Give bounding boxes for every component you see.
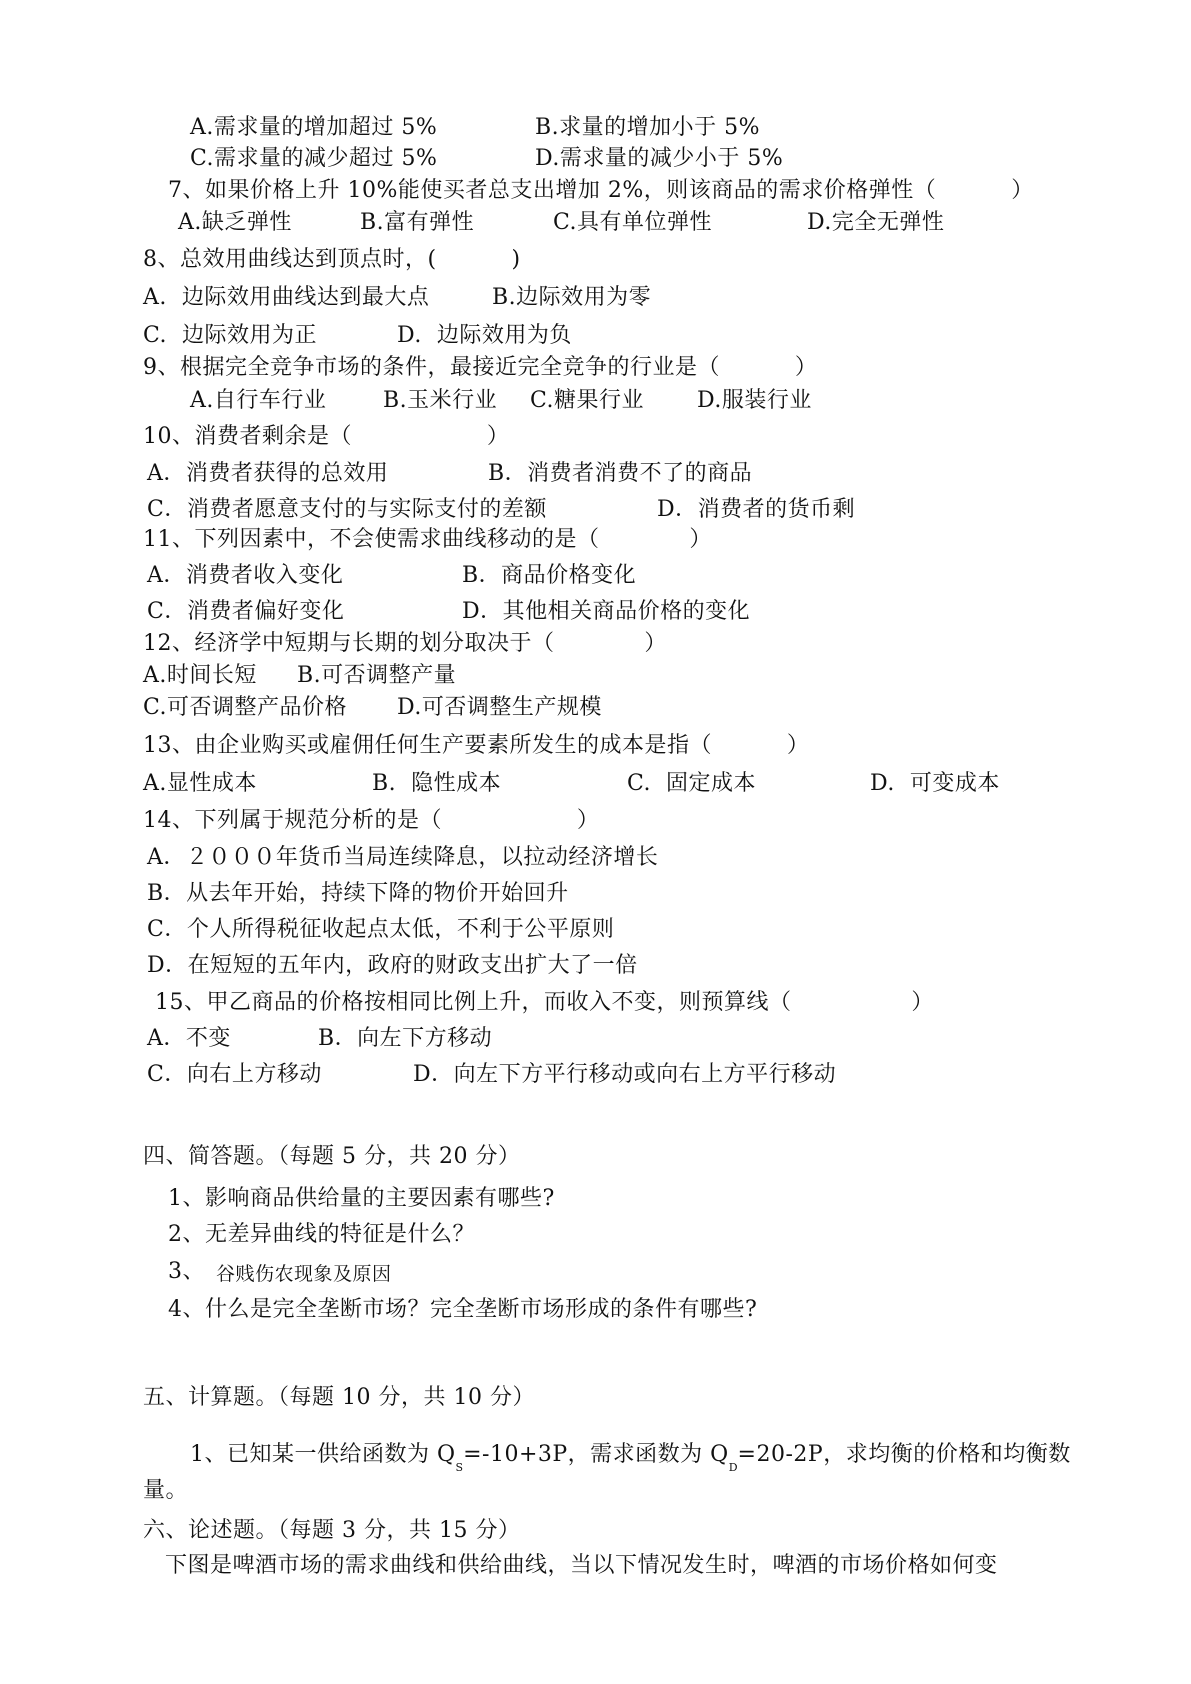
q8-option-d: D. 边际效用为负 <box>397 323 572 348</box>
q10-option-b: B．消费者消费不了的商品 <box>488 461 753 486</box>
q11-option-b: B．商品价格变化 <box>462 563 637 588</box>
q15-option-c: C．向右上方移动 <box>147 1062 322 1087</box>
q12-option-c: C.可否调整产品价格 <box>143 695 348 720</box>
q8-option-c: C. 边际效用为正 <box>143 323 318 348</box>
q14-option-d: D．在短短的五年内，政府的财政支出扩大了一倍 <box>147 953 638 978</box>
q13-option-c: C. 固定成本 <box>627 771 757 796</box>
q14-option-b: B．从去年开始，持续下降的物价开始回升 <box>147 881 569 906</box>
demand-subscript: D <box>728 1461 738 1474</box>
section5-q1-continuation: 量。 <box>143 1478 189 1503</box>
q6-option-a: A.需求量的增加超过 5% <box>190 115 438 140</box>
q6-option-d: D.需求量的减少小于 5% <box>535 146 784 171</box>
q7-stem: 7、如果价格上升 10%能使买者总支出增加 2%，则该商品的需求价格弹性（ ） <box>168 178 1034 203</box>
q15-stem: 15、甲乙商品的价格按相同比例上升，而收入不变，则预算线（ ） <box>155 990 934 1015</box>
q11-option-a: A．消费者收入变化 <box>147 563 344 588</box>
q12-stem: 12、经济学中短期与长期的划分取决于（ ） <box>143 631 667 656</box>
q9-option-c: C.糖果行业 <box>530 388 645 413</box>
q11-option-c: C．消费者偏好变化 <box>147 599 345 624</box>
section5-q1 <box>190 1442 1071 1474</box>
q13-stem: 13、由企业购买或雇佣任何生产要素所发生的成本是指（ ） <box>143 733 810 758</box>
section4-title: 四、简答题。（每题 5 分，共 20 分） <box>143 1144 521 1169</box>
q13-option-d: D. 可变成本 <box>870 771 1000 796</box>
q10-option-d: D．消费者的货币剩 <box>657 497 856 522</box>
q14-stem: 14、下列属于规范分析的是（ ） <box>143 808 600 833</box>
q13-option-b: B. 隐性成本 <box>372 771 502 796</box>
q9-option-a: A.自行车行业 <box>190 388 327 413</box>
supply-subscript: S <box>455 1461 464 1474</box>
q7-option-d: D.完全无弹性 <box>807 210 945 235</box>
section4-q2: 2、无差异曲线的特征是什么？ <box>168 1222 475 1247</box>
q8-option-b: B.边际效用为零 <box>492 285 652 310</box>
q6-option-c: C.需求量的减少超过 5% <box>190 146 438 171</box>
q14-option-a: A．２０００年货币当局连续降息，以拉动经济增长 <box>147 845 659 870</box>
q8-stem: 8、总效用曲线达到顶点时，( ) <box>143 247 521 272</box>
q7-option-c: C.具有单位弹性 <box>553 210 713 235</box>
section4-q3-text: 谷贱伤农现象及原因 <box>216 1263 392 1285</box>
supply-function-text: 1、已知某一供给函数为 Q <box>190 1442 456 1467</box>
q15-option-a: A．不变 <box>147 1026 231 1051</box>
q13-option-a: A.显性成本 <box>143 771 257 796</box>
section5-title: 五、计算题。（每题 10 分，共 10 分） <box>143 1385 535 1410</box>
q12-option-d: D.可否调整生产规模 <box>397 695 602 720</box>
q9-stem: 9、根据完全竞争市场的条件，最接近完全竞争的行业是（ ） <box>143 355 818 380</box>
section4-q4: 4、什么是完全垄断市场？完全垄断市场形成的条件有哪些? <box>168 1297 758 1322</box>
q14-option-c: C．个人所得税征收起点太低，不利于公平原则 <box>147 917 615 942</box>
section4-q3-number: 3、 <box>168 1259 205 1284</box>
q15-option-b: B．向左下方移动 <box>318 1026 493 1051</box>
q10-stem: 10、消费者剩余是（ ） <box>143 424 510 449</box>
q15-option-d: D．向左下方平行移动或向右上方平行移动 <box>413 1062 837 1087</box>
q8-option-a: A. 边际效用曲线达到最大点 <box>143 285 430 310</box>
q9-option-b: B.玉米行业 <box>383 388 498 413</box>
q7-option-a: A.缺乏弹性 <box>178 210 292 235</box>
section6-intro: 下图是啤酒市场的需求曲线和供给曲线，当以下情况发生时，啤酒的市场价格如何变 <box>165 1553 998 1578</box>
q10-option-c: C．消费者愿意支付的与实际支付的差额 <box>147 497 547 522</box>
q12-option-a: A.时间长短 <box>143 663 257 688</box>
q11-stem: 11、下列因素中，不会使需求曲线移动的是（ ） <box>143 527 712 552</box>
section4-q1: 1、影响商品供给量的主要因素有哪些? <box>168 1186 555 1211</box>
demand-function-text: =-10+3P，需求函数为 Q <box>463 1442 729 1467</box>
section6-title: 六、论述题。（每题 3 分，共 15 分） <box>143 1518 521 1543</box>
q12-option-b: B.可否调整产量 <box>297 663 457 688</box>
q6-option-b: B.求量的增加小于 5% <box>535 115 761 140</box>
equilibrium-question-text: =20-2P，求均衡的价格和均衡数 <box>737 1442 1071 1467</box>
q9-option-d: D.服装行业 <box>697 388 812 413</box>
q11-option-d: D．其他相关商品价格的变化 <box>462 599 751 624</box>
q7-option-b: B.富有弹性 <box>360 210 475 235</box>
q10-option-a: A．消费者获得的总效用 <box>147 461 389 486</box>
